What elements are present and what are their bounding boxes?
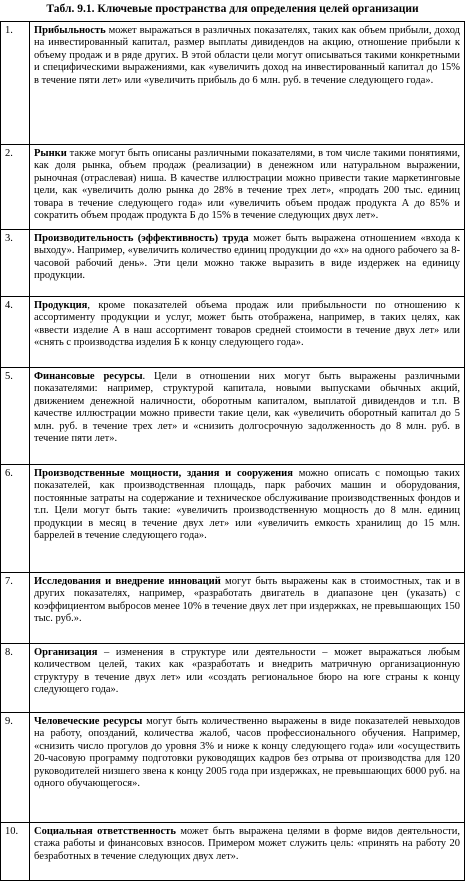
row-term: Прибыльность: [34, 25, 106, 36]
row-description: . Цели в отношении них могут быть выражены различными показателями: например, структурой капитала, новыми выпусками обычных акций, движением денежной наличности, оборотным капиталом, выплатой дивидендов и т.п. В качестве иллюстрации можно привести такие цели, как «увеличить оборотный капитал до 5 млн. руб. в течение трех лет» и «снизить долгосрочную задолженность до 8 млн. руб. в течение пяти лет».: [34, 371, 460, 445]
row-description: может выражаться в различных показателях, таких как объем прибыли, доход на инвестированный капитал, размер выплаты дивидендов на акцию, отношение прибыли к объему продаж и в ряде других. В этой области цели могут описываться такими конкретными и специфическими выражениями, как «увеличить доход на инвестированный капитал до 15% в течение пяти лет» или «увеличить прибыль до 6 млн. руб. в течение следующего года».: [34, 25, 460, 86]
row-text: [30, 230, 465, 297]
row-description: , кроме показателей объема продаж или прибыльности по отношению к ассортименту продукции и услуг, может быть отображена, например, в таких целях, как «ввести изделие А в наш ассортимент товаров средней стоимости в течение двух лет» или «снять с производства изделия Б к концу следующего года».: [34, 300, 460, 349]
row-number: 8.: [1, 644, 30, 713]
row-description: также могут быть описаны различными показателями, в том числе такими понятиями, как доля рынка, объем продаж (реализации) в денежном или натуральном выражении, рыночная (отраслевая) ниша. В качестве иллюстрации можно привести такие маркетинговые цели, как «увеличить долю рынка до 28% в течение трех лет», «продать 200 тыс. единиц товара в течение следующего года» или «увеличить объем продаж продукта А до 85% и сократить объем продаж продукта Б до 15% в течение следующих двух лет».: [34, 148, 460, 222]
row-text: [30, 644, 465, 713]
row-term: Организация: [34, 647, 98, 658]
row-description: может быть выражена отношением «входа к выходу». Например, «увеличить количество единиц продукции до «x» на одного рабочего за 8-часовой рабочий день». Эти цели можно также выразить в виде издержек на единицу продукции.: [34, 233, 460, 282]
row-text: [30, 22, 465, 145]
table-row: [1, 465, 465, 573]
table-row: [1, 573, 465, 644]
table-title: Табл. 9.1. Ключевые пространства для определения целей организации: [46, 3, 419, 15]
row-text: [30, 145, 465, 230]
row-term: Человеческие ресурсы: [34, 716, 143, 727]
row-text: [30, 573, 465, 644]
row-number: 3.: [1, 230, 30, 297]
row-description: может быть выражена целями в форме видов деятельности, стажа работы и финансовых взносов. Примером может служить цель: «принять на работу 20 безработных в течение следующих двух лет».: [34, 826, 460, 862]
table-row: [1, 22, 465, 145]
row-term: Рынки: [34, 148, 67, 159]
row-description: могут быть выражены как в стоимостных, так и в других показателях, например, «разработать двигатель в диапазоне цен (указать) с коэффициентом выбросов менее 10% в течение двух лет при издержках, не превышающих 150 тыс. руб.».: [34, 576, 460, 625]
table-row: [1, 368, 465, 465]
row-number: 2.: [1, 145, 30, 230]
row-text: [30, 368, 465, 465]
row-number: 1.: [1, 22, 30, 145]
table-row: [1, 297, 465, 368]
table-row: [1, 145, 465, 230]
row-description: можно описать с помощью таких показателей, как производственная площадь, парк рабочих машин и оборудования, постоянные затраты на содержание и техническое обслуживание производственных фондов и т.п. Цели могут быть такие: «увеличить производственную мощность до 8 млн. единиц продукции в месяц в течение двух лет» или «увеличить емкость хранилищ до 15 млн. баррелей в течение следующего года».: [34, 468, 460, 542]
row-term: Финансовые ресурсы: [34, 371, 143, 382]
row-text: [30, 713, 465, 823]
row-term: Продукция: [34, 300, 88, 311]
table-row: [1, 713, 465, 823]
row-description: – изменения в структуре или деятельности – может выражаться любым количеством целей, таких как «разработать и внедрить матричную организационную структуру в течение двух лет» или «создать региональное бюро на юге страны к концу следующего года».: [34, 647, 460, 696]
table-row: [1, 823, 465, 881]
table-row: [1, 644, 465, 713]
row-number: 7.: [1, 573, 30, 644]
row-text: [30, 465, 465, 573]
row-number: 5.: [1, 368, 30, 465]
row-term: Производительность (эффективность) труда: [34, 233, 249, 244]
row-term: Производственные мощности, здания и сооружения: [34, 468, 293, 479]
row-term: Исследования и внедрение инноваций: [34, 576, 221, 587]
row-number: 4.: [1, 297, 30, 368]
row-number: 6.: [1, 465, 30, 573]
goals-table: [0, 21, 465, 881]
row-number: 10.: [1, 823, 30, 881]
row-text: [30, 297, 465, 368]
row-term: Социальная ответственность: [34, 826, 176, 837]
row-description: могут быть количественно выражены в виде показателей невыходов на работу, опозданий, количества жалоб, часов профессионального обучения. Например, «снизить число прогулов до уровня 3% и ниже к концу следующего года» или «осуществить 20-часовую программу подготовки руководящих кадров без отрыва от производства для 120 руководителей низшего звена к концу 2005 года при издержках, не превышающих 6000 руб. на одного обучающегося».: [34, 716, 460, 790]
table-row: [1, 230, 465, 297]
row-text: [30, 823, 465, 881]
row-number: 9.: [1, 713, 30, 823]
